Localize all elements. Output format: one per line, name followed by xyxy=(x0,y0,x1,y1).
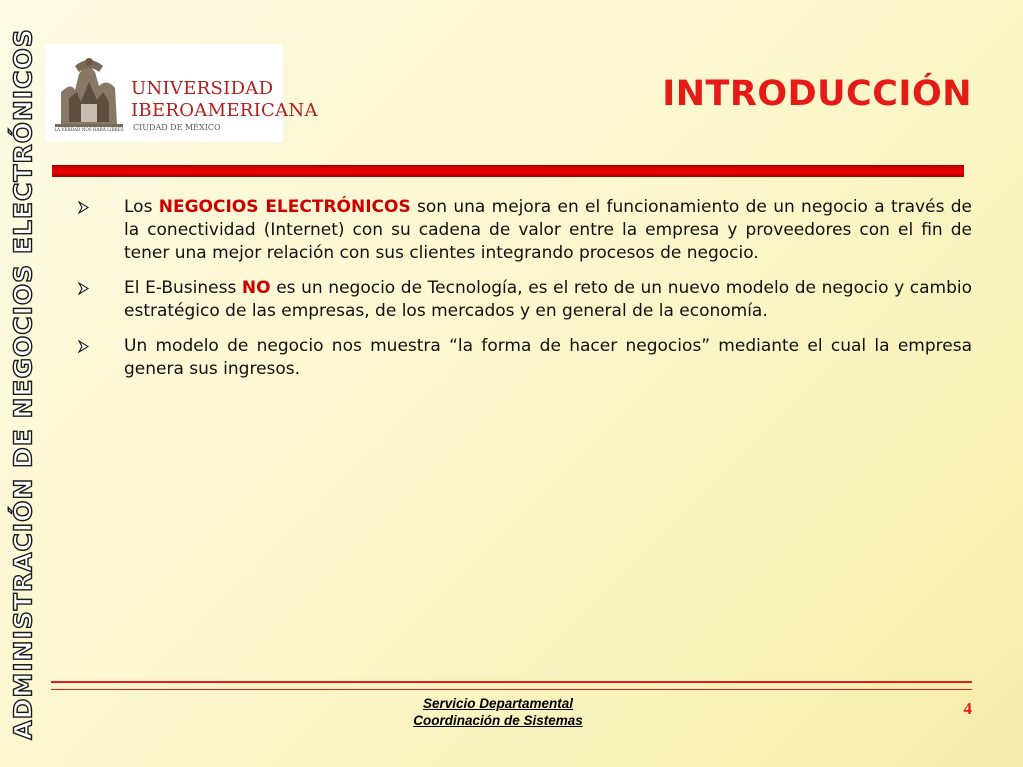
logo-motto: LA VERDAD NOS HARÁ LIBRES xyxy=(54,127,124,132)
page-title: INTRODUCCIÓN xyxy=(662,74,972,114)
list-item xyxy=(62,277,972,323)
banner-text: ADMINISTRACIÓN DE NEGOCIOS ELECTRÓNICOS xyxy=(8,27,38,740)
bullet-text xyxy=(124,277,972,323)
bullet-text: Un modelo de negocio nos muestra “la forma de hacer negocios” mediante el cual la empresa genera sus ingresos. xyxy=(124,336,972,379)
footer-line1: Servicio Departamental xyxy=(422,696,574,711)
bullet-emphasis: NO xyxy=(241,278,271,298)
logo-city: CIUDAD DE MÉXICO xyxy=(133,123,221,132)
vertical-banner xyxy=(0,0,46,767)
arrow-bullet-icon xyxy=(78,282,89,295)
arrow-bullet-icon xyxy=(78,340,89,353)
bullet-text-pre: Los xyxy=(124,197,159,217)
bullet-list xyxy=(62,196,972,393)
bullet-text-post: es un negocio de Tecnología, es el reto de un nuevo modelo de negocio y cambio estratégico de las empresas, de los mercados y en general de la economía. xyxy=(124,278,972,321)
logo-name-line2: IBEROAMERICANA xyxy=(131,100,318,121)
logo-name-line1: UNIVERSIDAD xyxy=(131,78,274,99)
university-logo xyxy=(45,44,318,142)
list-item xyxy=(62,196,972,265)
footer-credits xyxy=(360,695,636,729)
bullet-emphasis: NEGOCIOS ELECTRÓNICOS xyxy=(158,197,411,217)
list-item xyxy=(62,335,972,381)
title-divider xyxy=(52,165,964,177)
footer-line2: Coordinación de Sistemas xyxy=(413,713,583,728)
bullet-text-pre: El E-Business xyxy=(124,278,242,298)
bullet-text-post: son una mejora en el funcionamiento de un negocio a través de la conectividad (Internet) con su cadena de valor entre la empresa y proveedores con el fin de tener una mejor relación con sus clientes integrando procesos de negocio. xyxy=(124,197,972,263)
bullet-text xyxy=(124,196,972,265)
page-number: 4 xyxy=(963,699,972,718)
arrow-bullet-icon xyxy=(78,201,89,214)
footer-divider xyxy=(51,681,972,690)
university-emblem-icon xyxy=(51,52,127,134)
